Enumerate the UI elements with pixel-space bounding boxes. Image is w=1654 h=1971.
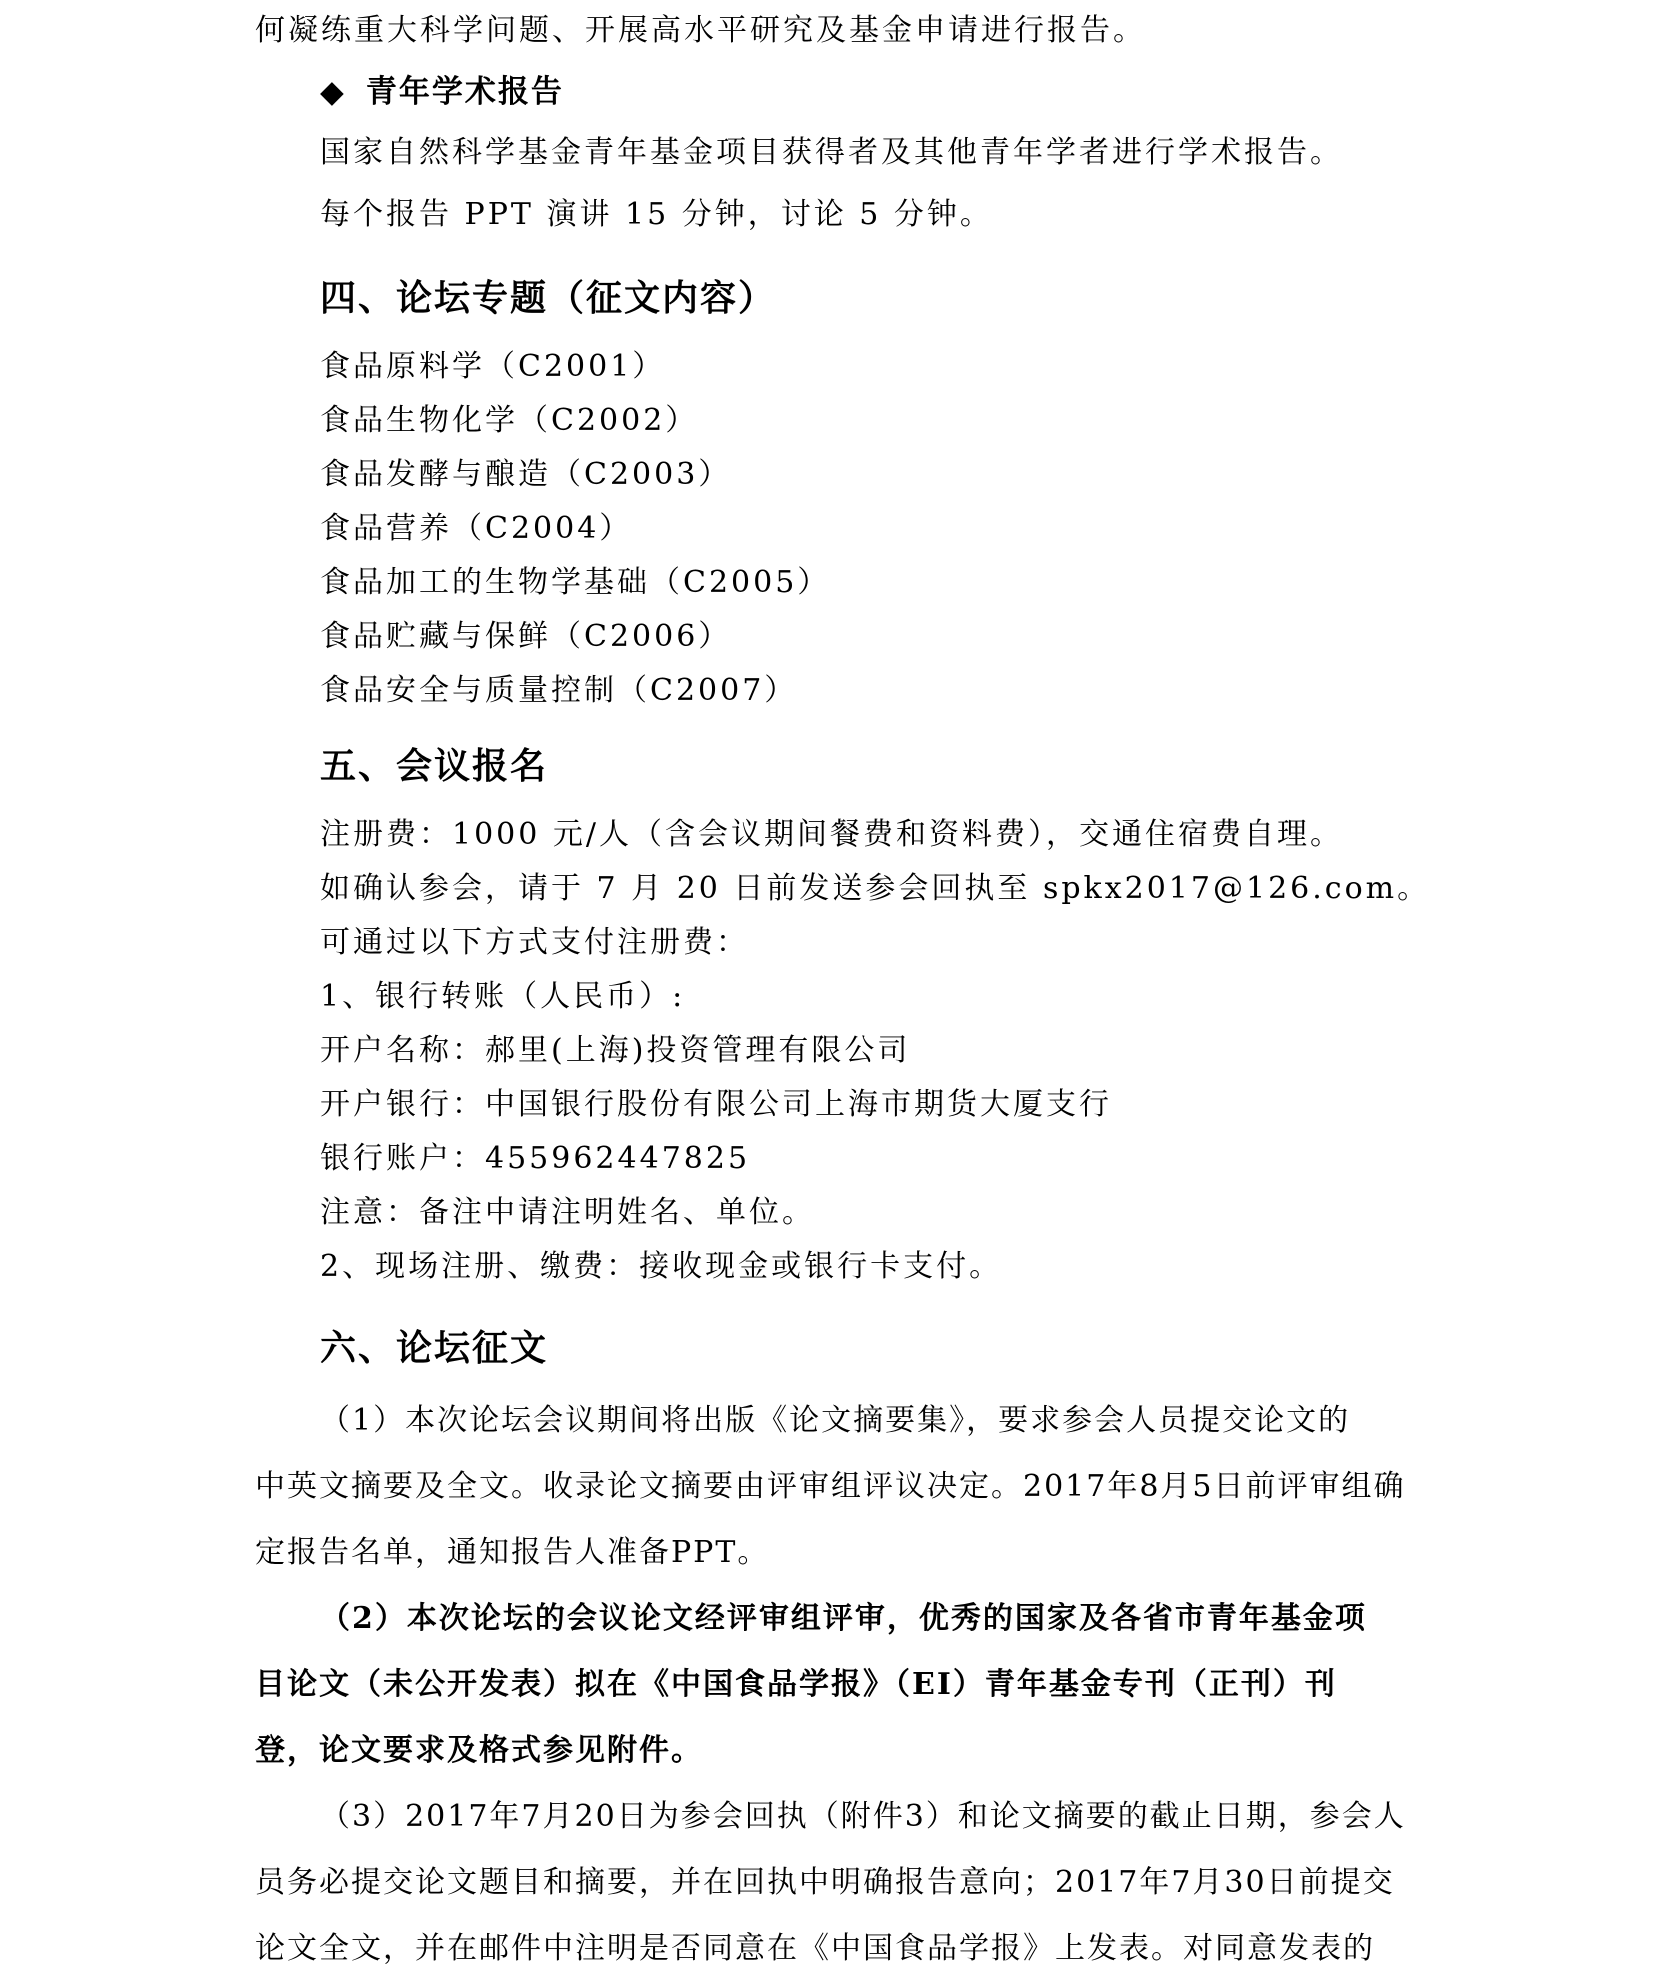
account-number-line: 银行账户：455962447825 xyxy=(320,1141,751,1176)
onsite-registration-line: 2、现场注册、缴费：接收现金或银行卡支付。 xyxy=(320,1249,1003,1284)
section-registration-heading: 五、会议报名 xyxy=(320,746,549,787)
section-topics xyxy=(255,276,1419,712)
registration-reply-line: 如确认参会，请于 7 月 20 日前发送参会回执至 spkx2017@126.com。 xyxy=(320,871,1431,906)
section-papers xyxy=(255,1326,1419,1970)
paper-paragraph2-line: 登，论文要求及格式参见附件。 xyxy=(255,1733,703,1768)
topic-line: 食品营养（C2004） xyxy=(320,511,633,546)
paper-paragraph1-line: 中英文摘要及全文。收录论文摘要由评审组评议决定。2017年8月5日前评审组确 xyxy=(255,1469,1406,1504)
registration-fee-line: 注册费：1000 元/人（含会议期间餐费和资料费），交通住宿费自理。 xyxy=(320,817,1343,852)
youth-report-title: 青年学术报告 xyxy=(365,74,564,110)
youth-report-heading xyxy=(255,70,1419,114)
registration-payment-intro-line: 可通过以下方式支付注册费： xyxy=(320,925,749,960)
topic-line: 食品安全与质量控制（C2007） xyxy=(320,673,798,708)
continuation-line: 何凝练重大科学问题、开展高水平研究及基金申请进行报告。 xyxy=(255,13,1146,48)
topic-line: 食品加工的生物学基础（C2005） xyxy=(320,565,831,600)
paper-paragraph1-line: （1）本次论坛会议期间将出版《论文摘要集》，要求参会人员提交论文的 xyxy=(320,1403,1351,1438)
topic-line: 食品原料学（C2001） xyxy=(320,349,666,384)
paper-paragraph2-line: 目论文（未公开发表）拟在《中国食品学报》（EI）青年基金专刊（正刊）刊 xyxy=(255,1667,1337,1702)
youth-report-line: 国家自然科学基金青年基金项目获得者及其他青年学者进行学术报告。 xyxy=(320,135,1343,170)
remark-note-line: 注意：备注中请注明姓名、单位。 xyxy=(320,1195,815,1230)
bank-transfer-line: 1、银行转账（人民币）: xyxy=(320,979,686,1014)
paper-paragraph3-line: （3）2017年7月20日为参会回执（附件3）和论文摘要的截止日期，参会人 xyxy=(320,1799,1406,1834)
topic-line: 食品发酵与酿造（C2003） xyxy=(320,457,732,492)
section-papers-heading: 六、论坛征文 xyxy=(320,1328,549,1369)
section-registration xyxy=(255,744,1431,1288)
youth-report-line: 每个报告 PPT 演讲 15 分钟，讨论 5 分钟。 xyxy=(320,197,993,232)
paper-paragraph3-line: 员务必提交论文题目和摘要，并在回执中明确报告意向；2017年7月30日前提交 xyxy=(255,1865,1395,1900)
diamond-bullet-icon: ◆ xyxy=(320,74,346,110)
topic-line: 食品生物化学（C2002） xyxy=(320,403,699,438)
bank-name-line: 开户银行：中国银行股份有限公司上海市期货大厦支行 xyxy=(320,1087,1112,1122)
topic-line: 食品贮藏与保鲜（C2006） xyxy=(320,619,732,654)
account-name-line: 开户名称：郝里(上海)投资管理有限公司 xyxy=(320,1033,911,1068)
paper-paragraph1-line: 定报告名单，通知报告人准备PPT。 xyxy=(255,1535,770,1570)
section-topics-heading: 四、论坛专题（征文内容） xyxy=(320,278,777,319)
paper-paragraph3-line: 论文全文，并在邮件中注明是否同意在《中国食品学报》上发表。对同意发表的 xyxy=(255,1931,1375,1966)
paper-paragraph2-line: （2）本次论坛的会议论文经评审组评审，优秀的国家及各省市青年基金项 xyxy=(320,1601,1367,1636)
